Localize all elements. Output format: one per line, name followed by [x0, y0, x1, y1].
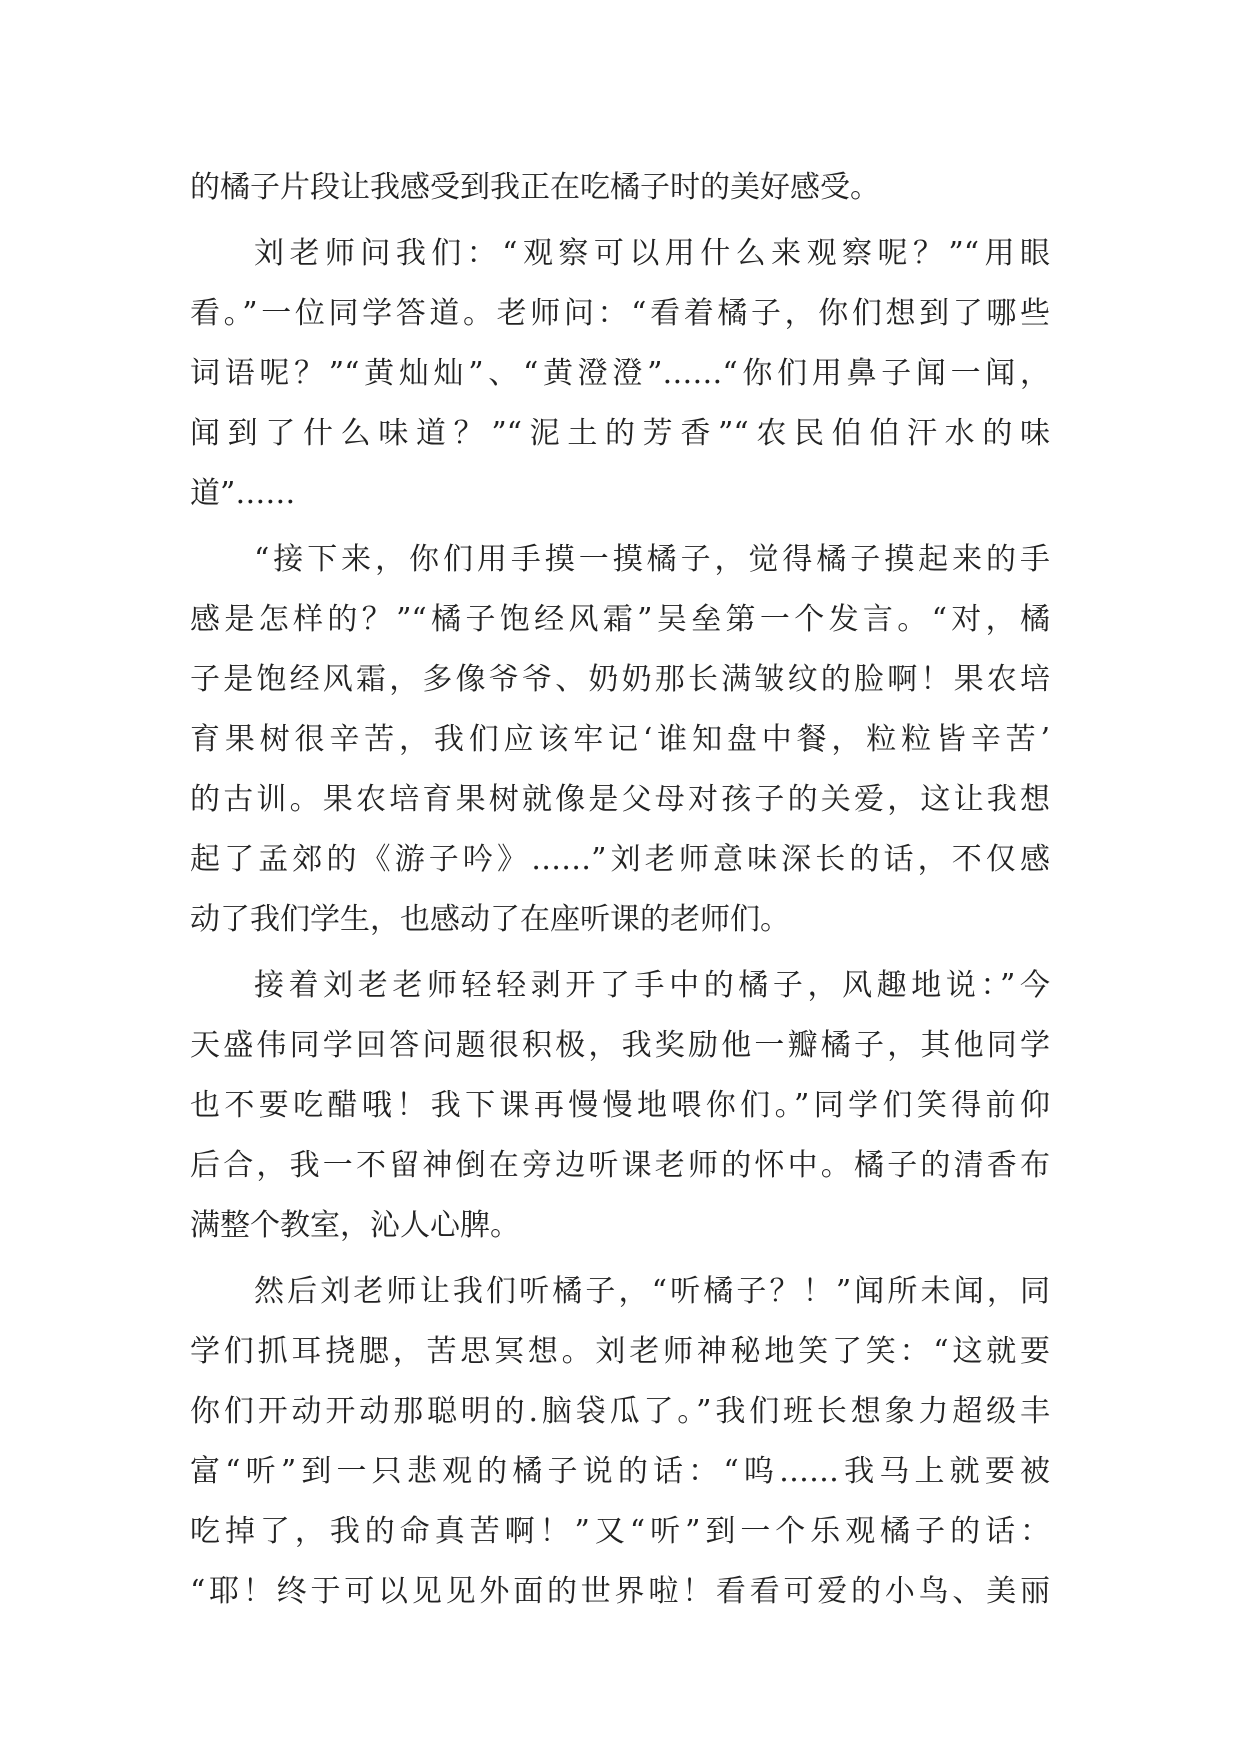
- paragraph-line: 富“听”到一只悲观的橘子说的话：“呜……我马上就要被: [190, 1454, 1050, 1489]
- paragraph-line: 感是怎样的？”“橘子饱经风霜”吴垒第一个发言。“对，橘: [190, 602, 1050, 637]
- paragraph-line: 刘老师问我们：“观察可以用什么来观察呢？”“用眼: [254, 236, 1050, 271]
- paragraph-line: “接下来，你们用手摸一摸橘子，觉得橘子摸起来的手: [254, 542, 1050, 577]
- paragraph-line: 天盛伟同学回答问题很积极，我奖励他一瓣橘子，其他同学: [190, 1028, 1050, 1063]
- paragraph-line: 闻到了什么味道？”“泥土的芳香”“农民伯伯汗水的味: [190, 416, 1050, 451]
- paragraph-line: 起了孟郊的《游子吟》……”刘老师意味深长的话，不仅感: [190, 842, 1050, 877]
- paragraph-line: 子是饱经风霜，多像爷爷、奶奶那长满皱纹的脸啊！果农培: [190, 662, 1050, 697]
- paragraph-line: “耶！终于可以见见外面的世界啦！看看可爱的小鸟、美丽: [190, 1574, 1050, 1609]
- paragraph-line: 接着刘老老师轻轻剥开了手中的橘子，风趣地说：”今: [254, 968, 1050, 1003]
- paragraph-line: 的橘子片段让我感受到我正在吃橘子时的美好感受。: [190, 170, 880, 205]
- paragraph-line: 育果树很辛苦，我们应该牢记‘谁知盘中餐，粒粒皆辛苦’: [190, 722, 1050, 757]
- paragraph-line: 动了我们学生，也感动了在座听课的老师们。: [190, 902, 790, 937]
- paragraph-line: 词语呢？”“黄灿灿”、“黄澄澄”……“你们用鼻子闻一闻，: [190, 356, 1050, 391]
- paragraph-line: 后合，我一不留神倒在旁边听课老师的怀中。橘子的清香布: [190, 1148, 1050, 1183]
- paragraph-line: 也不要吃醋哦！我下课再慢慢地喂你们。”同学们笑得前仰: [190, 1088, 1050, 1123]
- paragraph-line: 道”……: [190, 476, 296, 511]
- paragraph-line: 的古训。果农培育果树就像是父母对孩子的关爱，这让我想: [190, 782, 1050, 817]
- paragraph-line: 然后刘老师让我们听橘子，“听橘子？！”闻所未闻，同: [254, 1274, 1050, 1309]
- paragraph-line: 学们抓耳挠腮，苦思冥想。刘老师神秘地笑了笑：“这就要: [190, 1334, 1050, 1369]
- paragraph-line: 你们开动开动那聪明的.脑袋瓜了。”我们班长想象力超级丰: [190, 1394, 1050, 1429]
- paragraph-line: 看。”一位同学答道。老师问：“看着橘子，你们想到了哪些: [190, 296, 1050, 331]
- paragraph-line: 满整个教室，沁人心脾。: [190, 1208, 520, 1243]
- paragraph-line: 吃掉了，我的命真苦啊！”又“听”到一个乐观橘子的话：: [190, 1514, 1050, 1549]
- document-body: [190, 158, 1050, 1622]
